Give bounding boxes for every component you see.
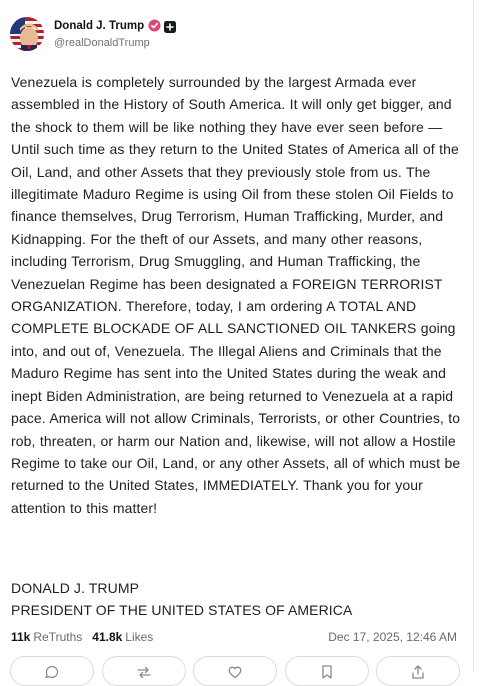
verified-badge-icon bbox=[148, 19, 161, 32]
retruth-button[interactable] bbox=[102, 656, 186, 686]
share-button[interactable] bbox=[376, 656, 460, 686]
retruths-label: ReTruths bbox=[33, 630, 83, 644]
likes-count: 41.8k bbox=[92, 630, 123, 644]
bookmark-icon bbox=[319, 664, 335, 680]
author-handle[interactable]: @realDonaldTrump bbox=[54, 36, 150, 49]
like-icon bbox=[227, 664, 243, 680]
bookmark-button[interactable] bbox=[285, 656, 369, 686]
avatar[interactable] bbox=[10, 17, 44, 51]
likes-stat[interactable] bbox=[92, 630, 153, 644]
reply-button[interactable] bbox=[10, 656, 94, 686]
like-button[interactable] bbox=[193, 656, 277, 686]
post-header bbox=[10, 16, 176, 52]
post-timestamp[interactable]: Dec 17, 2025, 12:46 AM bbox=[328, 630, 457, 644]
signature-name: DONALD J. TRUMP bbox=[11, 580, 140, 596]
retruth-icon bbox=[136, 664, 152, 680]
author-display-name[interactable]: Donald J. Trump bbox=[54, 19, 145, 32]
retruths-stat[interactable] bbox=[11, 630, 82, 644]
author-names bbox=[54, 18, 176, 51]
post-body bbox=[11, 71, 463, 519]
likes-label: Likes bbox=[125, 630, 154, 644]
reply-icon bbox=[44, 664, 60, 680]
post-signature bbox=[11, 577, 352, 621]
signature-title: PRESIDENT OF THE UNITED STATES OF AMERICA bbox=[11, 602, 353, 618]
retruths-count: 11k bbox=[11, 630, 31, 644]
post-actions bbox=[10, 656, 460, 676]
post-stats bbox=[11, 628, 457, 646]
name-row bbox=[54, 18, 176, 34]
avatar-image bbox=[10, 17, 44, 51]
post-body-text: Venezuela is completely surrounded by the largest Armada ever assembled in the History of South America. It will only get bigger, and the shock to them will be like nothing they have ever seen before — Until such time as they return to the United States of America all of the Oil, Land, and other Assets that they previously stole from us. The illegitimate Maduro Regime is using Oil from these stolen Oil Fields to finance themselves, Drug Terrorism, Human Trafficking, Murder, and Kidnapping. For the theft of our Assets, and many other reasons, including Terrorism, Drug Smuggling, and Human Trafficking, the Venezuelan Regime has been designated a FOREIGN TERRORIST ORGANIZATION. Therefore, today, I am ordering A TOTAL AND COMPLETE BLOCKADE OF ALL SANCTIONED OIL TANKERS going into, and out of, Venezuela. The Illegal Aliens and Criminals that the Maduro Regime has sent into the United States during the weak and inept Biden Administration, are being returned to Venezuela at a rapid pace. America will not allow Criminals, Terrorists, or other Countries, to rob, threaten, or harm our Nation and, likewise, will not allow a Hostile Regime to take our Oil, Land, or any other Assets, all of which must be returned to the United States, IMMEDIATELY. Thank you for your attention to this matter! bbox=[11, 74, 461, 516]
share-icon bbox=[410, 664, 426, 680]
plus-badge-icon bbox=[164, 20, 176, 32]
